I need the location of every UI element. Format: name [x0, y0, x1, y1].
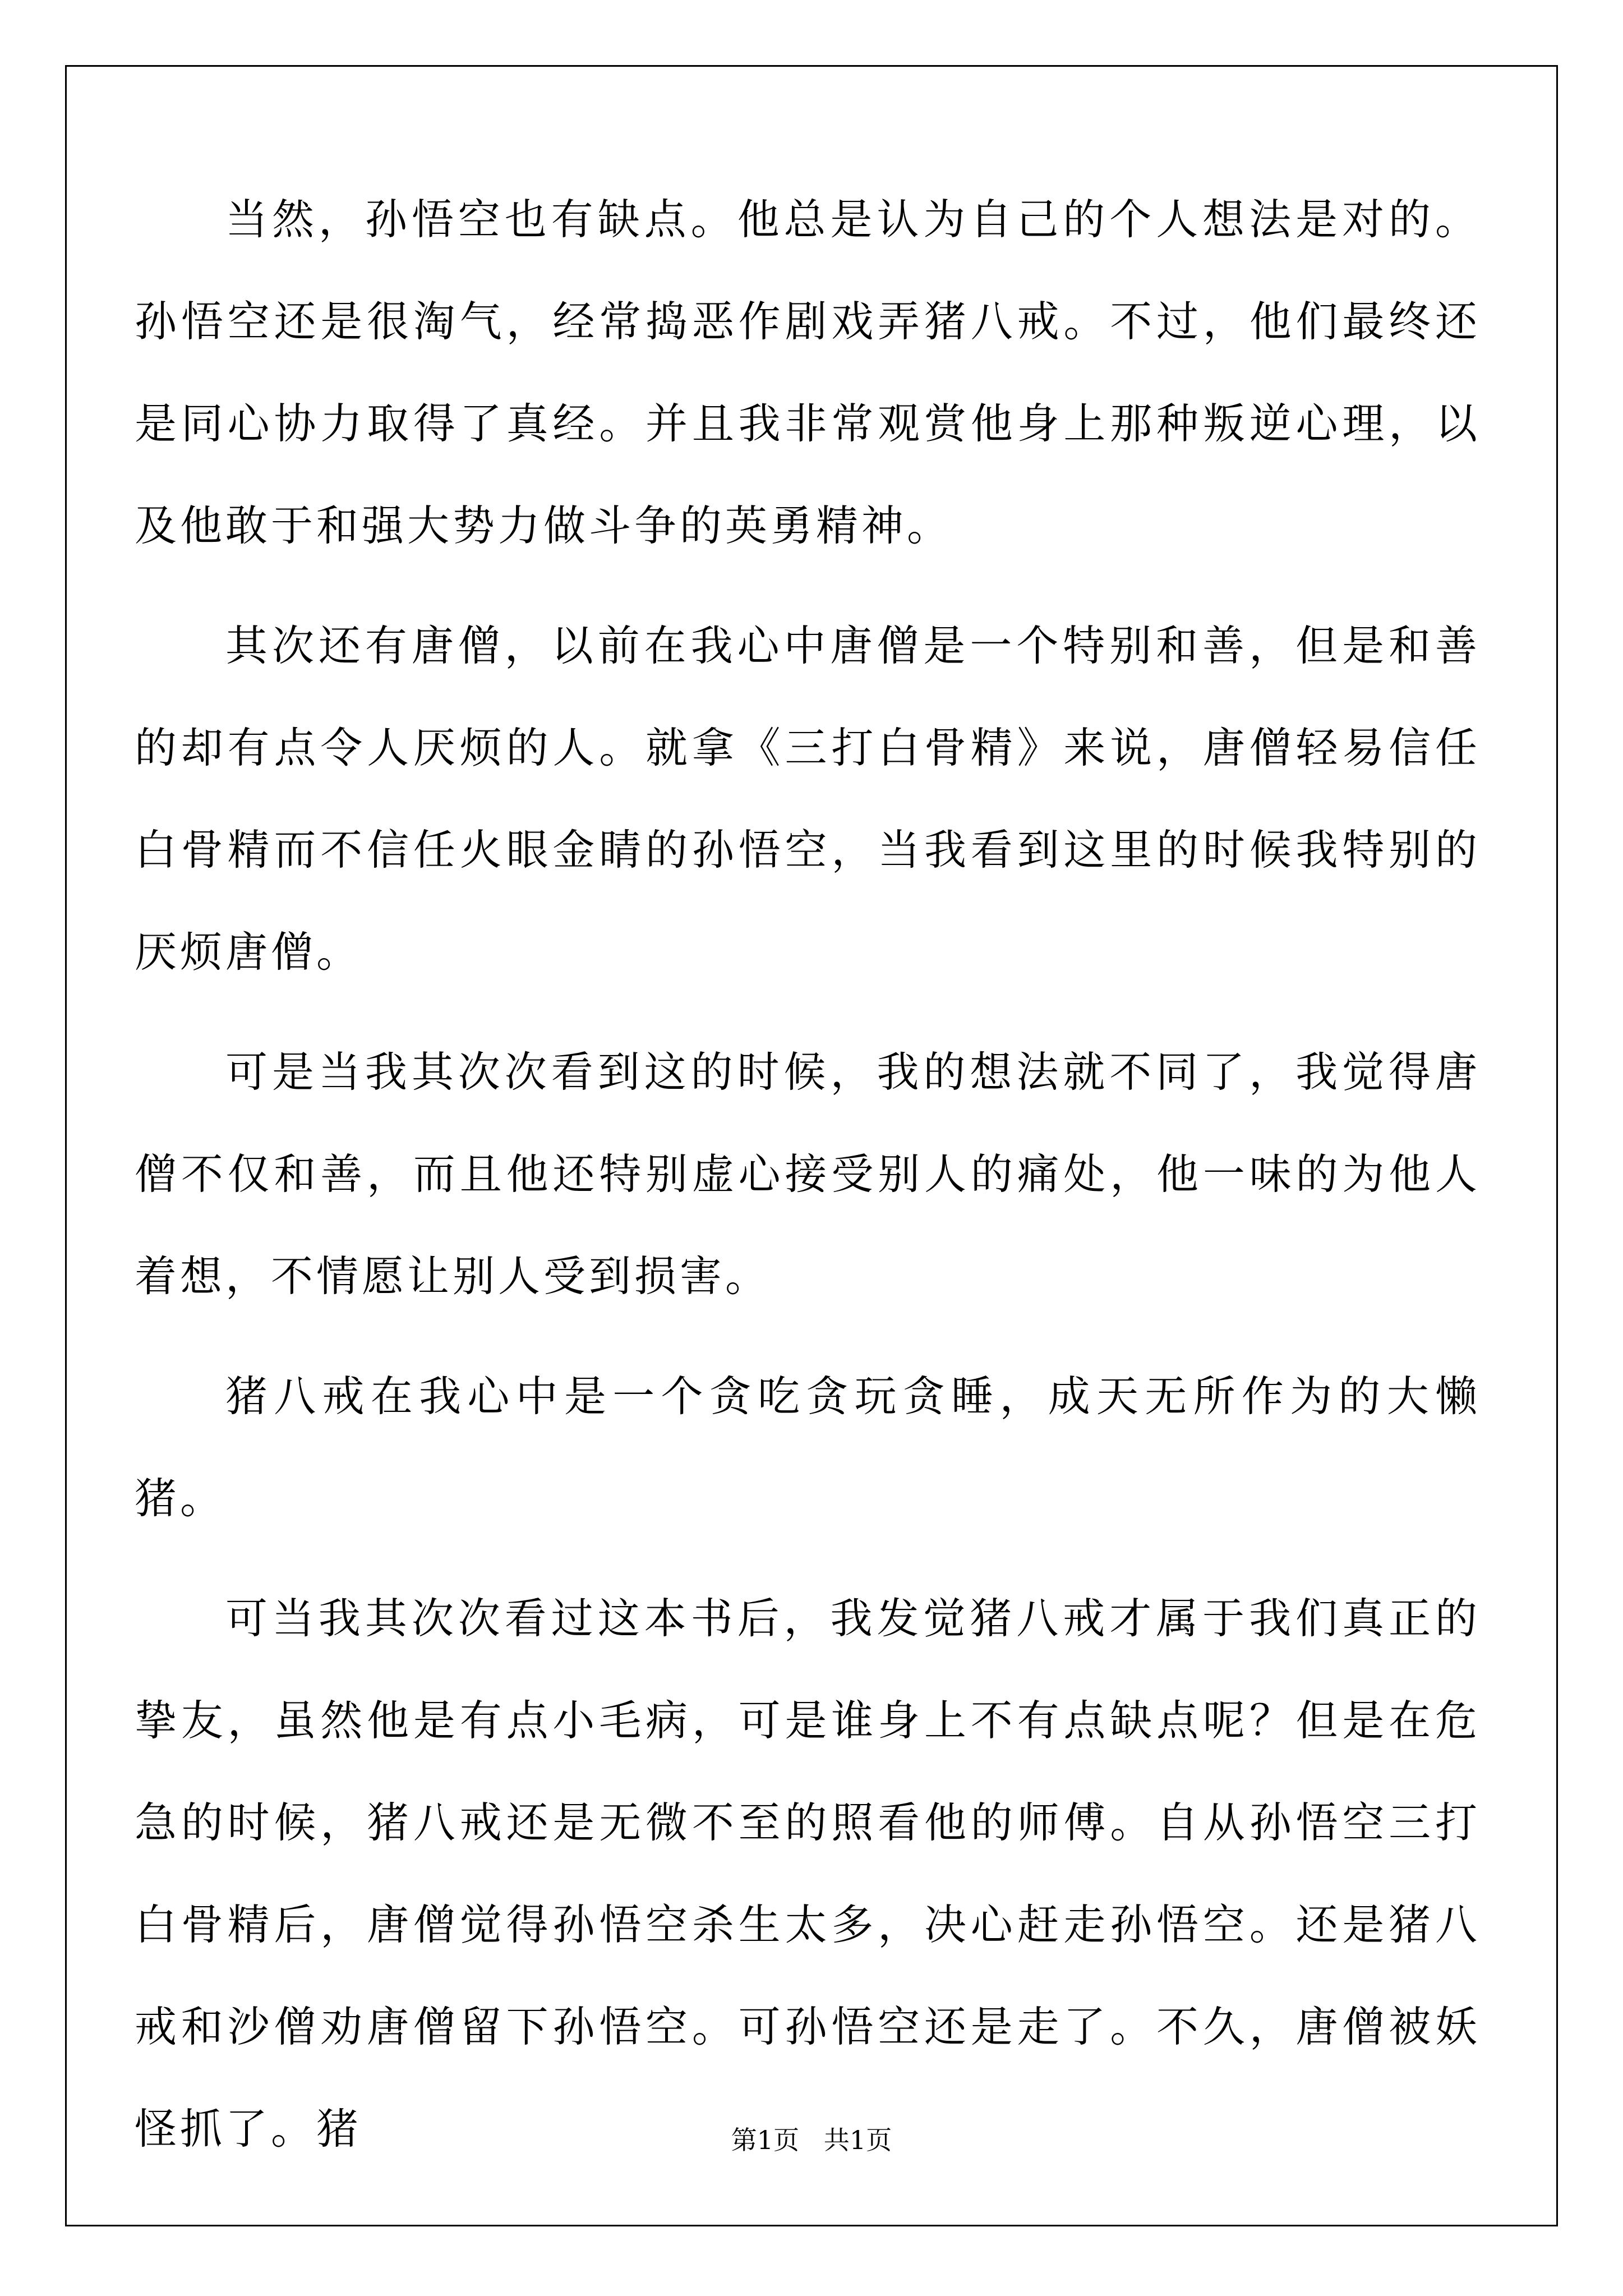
paragraph-1: 当然，孙悟空也有缺点。他总是认为自己的个人想法是对的。孙悟空还是很淘气，经常捣恶作剧戏弄猪八戒。不过，他们最终还是同心协力取得了真经。并且我非常观赏他身上那种叛逆心理，以及他敢于和强大势力做斗争的英勇精神。: [135, 195, 1481, 550]
page-number-footer: 第1页 共1页: [731, 2125, 892, 2155]
paragraph-3: 可是当我其次次看到这的时候，我的想法就不同了，我觉得唐僧不仅和善，而且他还特别虚心接受别人的痛处，他一味的为他人着想，不情愿让别人受到损害。: [135, 1047, 1481, 1301]
document-body: [135, 168, 1481, 2198]
paragraph-2: 其次还有唐僧，以前在我心中唐僧是一个特别和善，但是和善的却有点令人厌烦的人。就拿《三打白骨精》来说，唐僧轻易信任白骨精而不信任火眼金睛的孙悟空，当我看到这里的时候我特别的厌烦唐僧。: [135, 621, 1481, 977]
paragraph-4: 猪八戒在我心中是一个贪吃贪玩贪睡，成天无所作为的大懒猪。: [135, 1372, 1481, 1523]
paragraph-5: 可当我其次次看过这本书后，我发觉猪八戒才属于我们真正的挚友，虽然他是有点小毛病，可是谁身上不有点缺点呢？但是在危急的时候，猪八戒还是无微不至的照看他的师傅。自从孙悟空三打白骨精后，唐僧觉得孙悟空杀生太多，决心赶走孙悟空。还是猪八戒和沙僧劝唐僧留下孙悟空。可孙悟空还是走了。不久，唐僧被妖怪抓了。猪: [135, 1594, 1481, 2154]
